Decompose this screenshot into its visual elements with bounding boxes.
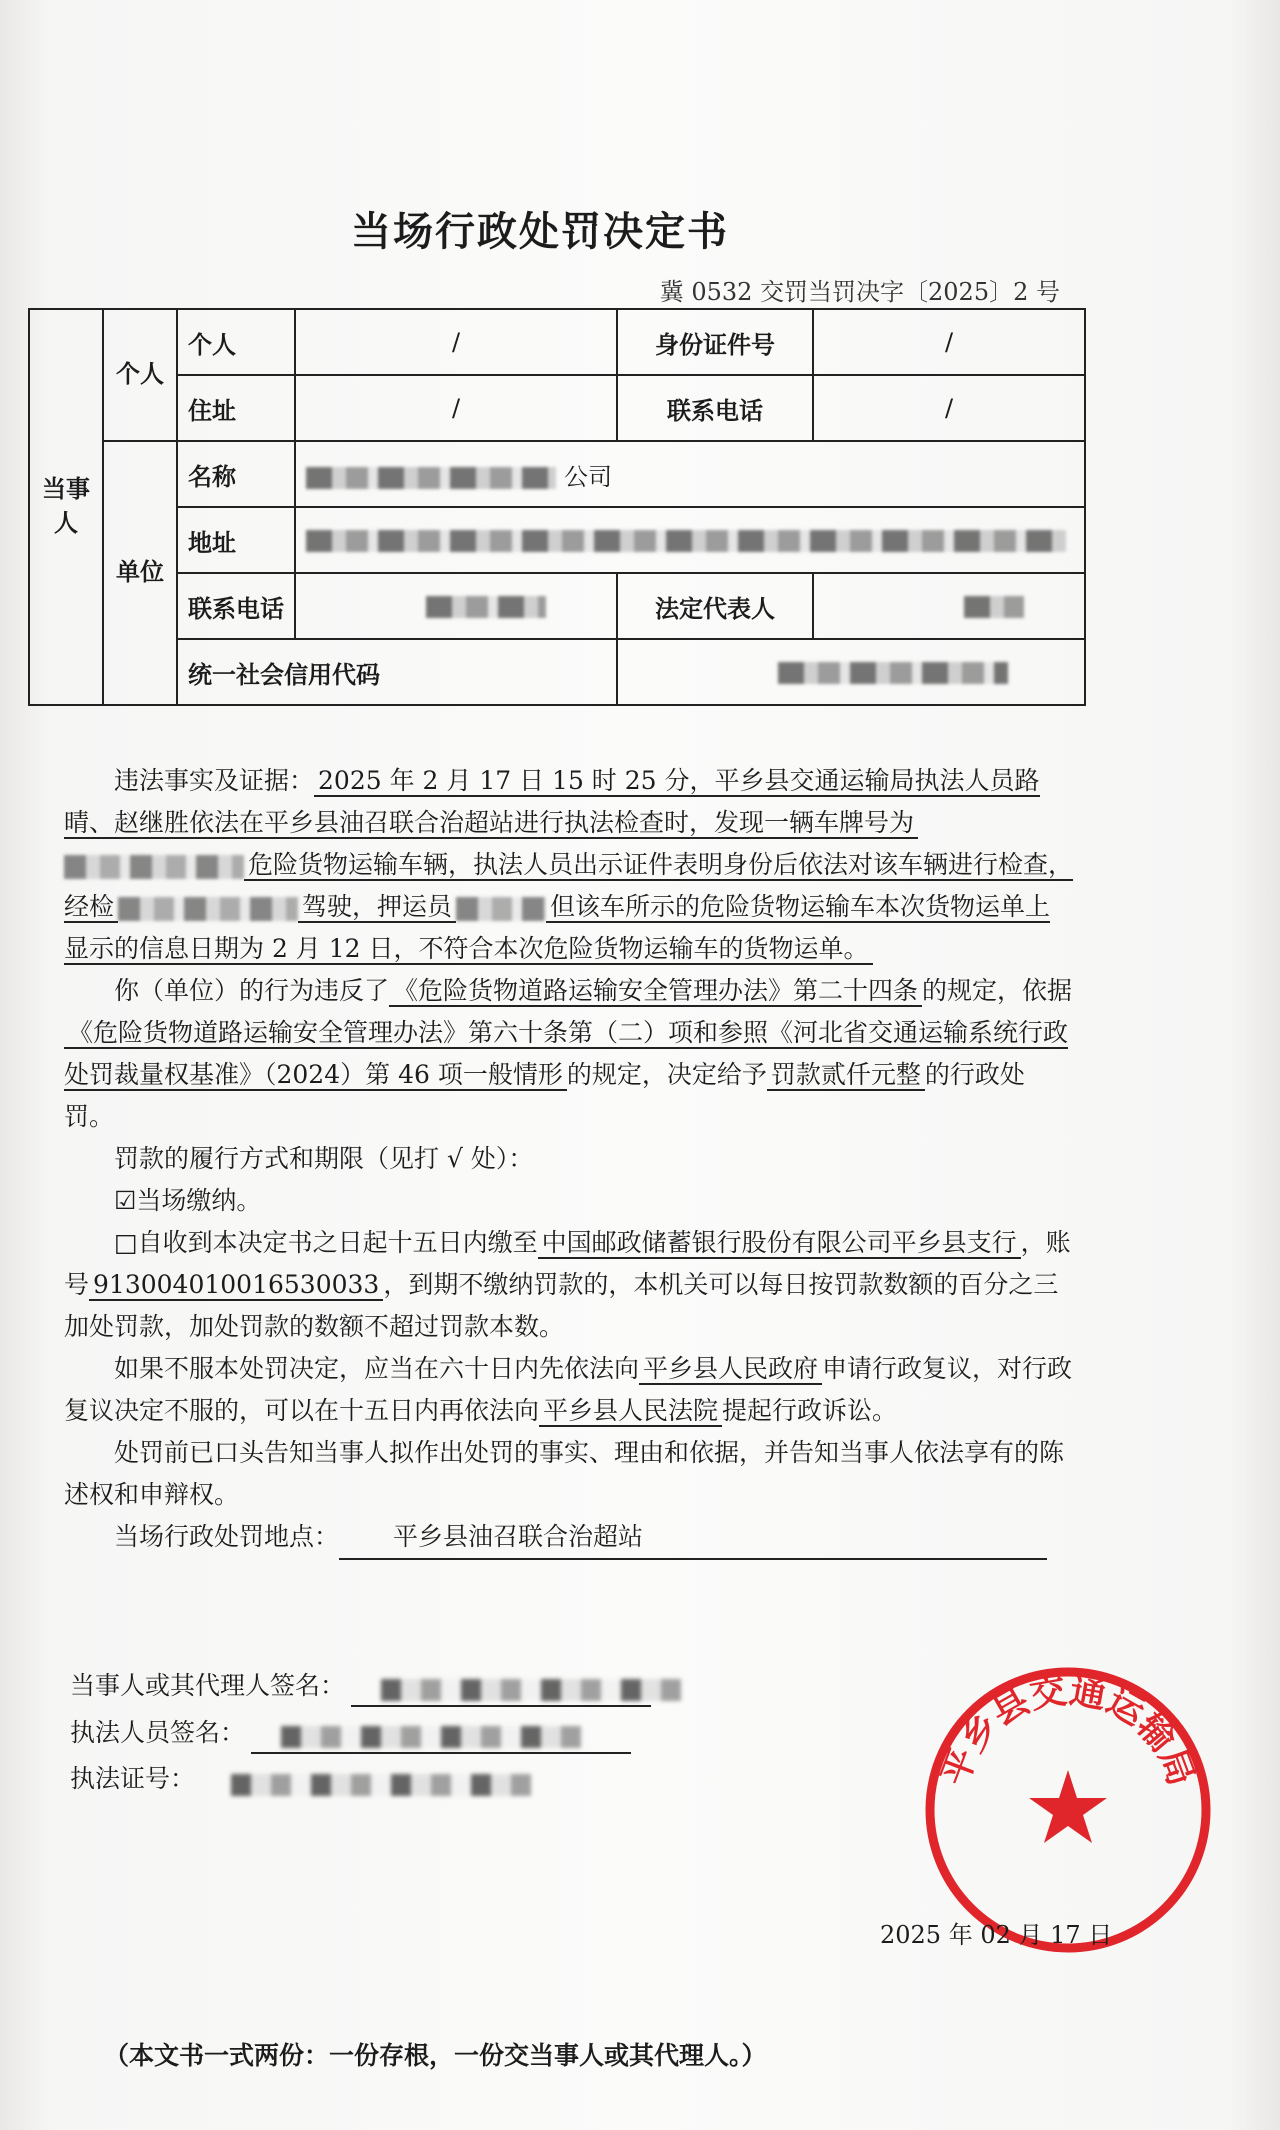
individual-name-label: 个人	[177, 309, 295, 375]
decision-end: 的行政处罚。	[64, 1060, 1025, 1131]
cert-number-label: 执法证号：	[70, 1764, 196, 1793]
bank-name: 中国邮政储蓄银行股份有限公司平乡县支行	[538, 1228, 1021, 1259]
review-body: 平乡县人民政府	[639, 1354, 822, 1385]
redacted-address	[306, 530, 1066, 552]
redacted-driver	[118, 897, 298, 921]
review-mid: 申请行政复议，对行政复议决定不服的，可以在十五日内再依法向	[64, 1354, 1073, 1425]
party-info-table	[28, 308, 1086, 706]
legal-rep-label: 法定代表人	[617, 573, 813, 639]
violation-paragraph	[64, 970, 1074, 1138]
individual-address-label: 住址	[177, 375, 295, 441]
option-onsite: ☑当场缴纳。	[114, 1186, 262, 1215]
cert-number-line	[70, 1758, 641, 1800]
redacted-company-name	[306, 467, 556, 489]
redacted-escort	[456, 897, 546, 921]
review-end: 提起行政诉讼。	[722, 1396, 898, 1425]
unit-name-value	[295, 441, 1085, 507]
facts-text-2: 危险货物运输车辆，执法人员出示证件表明身份后依法对该车辆进行检查，经检	[64, 850, 1074, 921]
court-name: 平乡县人民法院	[539, 1396, 722, 1427]
location-label: 当场行政处罚地点：	[114, 1522, 340, 1551]
unit-section-label: 单位	[103, 441, 177, 705]
facts-text-3: 驾驶，押运员	[298, 892, 456, 923]
bank-tail: ，到期不缴纳罚款的，本机关可以每日按罚款数额的百分之三加处罚款，加处罚款的数额不超过罚款本数。	[64, 1270, 1059, 1341]
redacted-signature	[381, 1679, 681, 1701]
unit-contact-label: 联系电话	[177, 573, 295, 639]
cert-number-value	[201, 1772, 641, 1800]
account-label: ，账号	[64, 1228, 1071, 1299]
credit-code-label: 统一社会信用代码	[177, 639, 617, 705]
location-value: 平乡县油召联合治超站	[339, 1516, 1047, 1560]
document-number: 冀 0532 交罚当罚决字〔2025〕2 号	[659, 278, 1060, 306]
id-number-label: 身份证件号	[617, 309, 813, 375]
review-paragraph	[64, 1348, 1074, 1432]
officer-sign-label: 执法人员签名：	[70, 1718, 246, 1747]
decision-mid: 的规定，决定给予	[566, 1060, 767, 1089]
seal-star	[1029, 1770, 1107, 1843]
facts-label: 违法事实及证据：	[114, 766, 315, 795]
violation-mid: 的规定，依据	[922, 976, 1073, 1005]
id-number-value: /	[813, 309, 1085, 375]
redacted-credit-code	[778, 662, 1008, 684]
unit-address-value	[295, 507, 1085, 573]
option-bank-intro: □自收到本决定书之日起十五日内缴至	[114, 1228, 538, 1257]
facts-paragraph	[64, 760, 1074, 970]
party-sign-label: 当事人或其代理人签名：	[70, 1671, 346, 1700]
individual-address-value: /	[295, 375, 617, 441]
review-intro: 如果不服本处罚决定，应当在六十日内先依法向	[114, 1354, 640, 1383]
location-line	[64, 1516, 1074, 1560]
redacted-cert-number	[231, 1774, 531, 1796]
facts-text-1: 2025 年 2 月 17 日 15 时 25 分，平乡县交通运输局执法人员路晴、赵继胜依法在平乡县油召联合治超站进行执法检查时，发现一辆车牌号为	[64, 766, 1040, 837]
option-bank	[64, 1222, 1074, 1348]
unit-name-suffix: 公司	[564, 462, 612, 491]
officer-signature-line	[70, 1712, 631, 1754]
document-title: 当场行政处罚决定书	[351, 209, 729, 255]
penalty-amount: 罚款贰仟元整	[767, 1060, 925, 1091]
unit-contact-value	[295, 573, 617, 639]
violation-intro: 你（单位）的行为违反了	[114, 976, 390, 1005]
issue-date: 2025 年 02 月 17 日	[880, 1921, 1113, 1949]
seal-text: 平乡县交通运输局	[934, 1670, 1202, 1792]
officer-signature	[251, 1724, 631, 1754]
party-label: 当事人	[29, 309, 103, 705]
party-signature	[351, 1677, 651, 1707]
basis-rule: 《危险货物道路运输安全管理办法》第六十条第（二）项和参照《河北省交通运输系统行政处罚裁量权基准》（2024）第 46 项一般情形	[64, 1018, 1069, 1089]
decision-body	[64, 760, 1074, 1560]
facts-text-4: 但该车所示的危险货物运输车本次货物运单上显示的信息日期为 2 月 12 日，不符合本次危险货物运输车的货物运单。	[64, 892, 1051, 963]
individual-section-label: 个人	[103, 309, 177, 441]
individual-phone-value: /	[813, 375, 1085, 441]
legal-rep-value	[813, 573, 1085, 639]
redacted-plate	[64, 855, 244, 879]
account-number: 913004010016530033	[89, 1270, 383, 1301]
individual-name-value: /	[295, 309, 617, 375]
individual-phone-label: 联系电话	[617, 375, 813, 441]
notice-paragraph: 处罚前已口头告知当事人拟作出处罚的事实、理由和依据，并告知当事人依法享有的陈述权和申辩权。	[64, 1438, 1065, 1509]
redacted-legal-rep	[964, 596, 1024, 618]
credit-code-value	[617, 639, 1085, 705]
violated-rule: 《危险货物道路运输安全管理办法》第二十四条	[389, 976, 922, 1007]
payment-heading: 罚款的履行方式和期限（见打 √ 处）：	[114, 1144, 534, 1173]
unit-address-label: 地址	[177, 507, 295, 573]
party-signature-line	[70, 1665, 651, 1707]
redacted-officer-signature	[281, 1726, 581, 1748]
redacted-phone	[426, 596, 546, 618]
unit-name-label: 名称	[177, 441, 295, 507]
footer-note: （本文书一式两份：一份存根，一份交当事人或其代理人。）	[104, 2041, 767, 2070]
